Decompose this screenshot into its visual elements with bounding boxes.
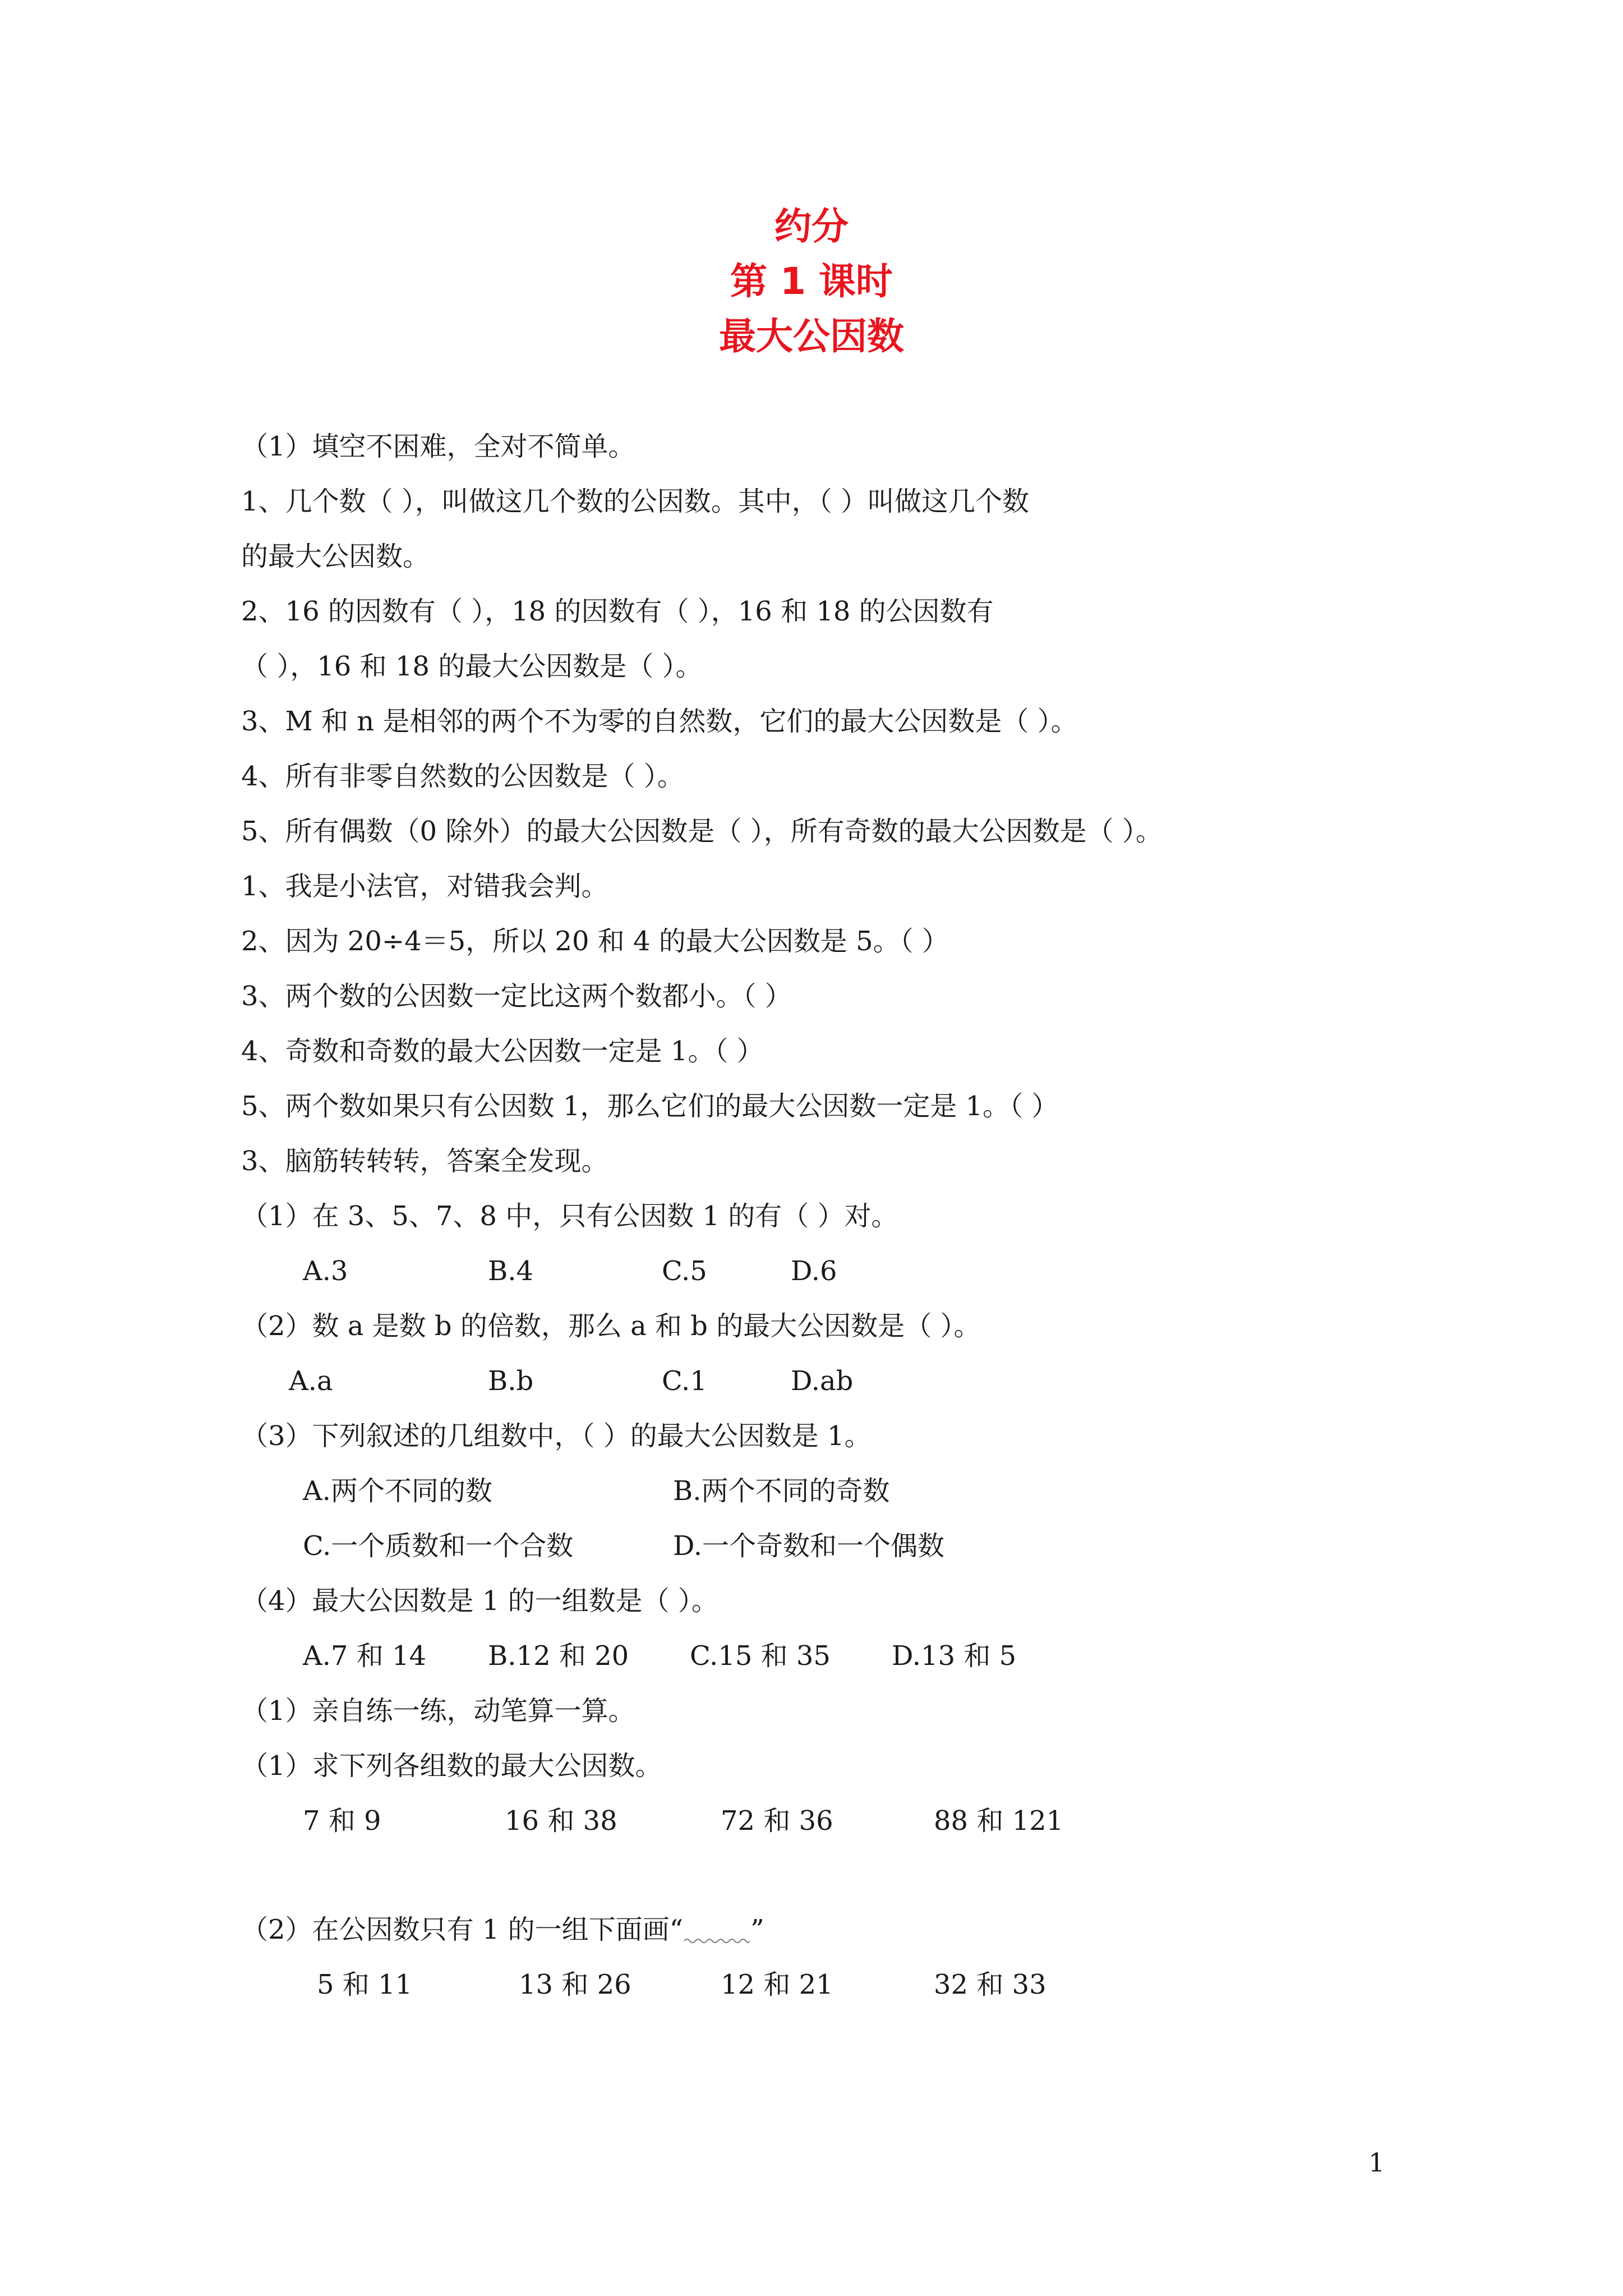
calc-q2-pair-3: 12 和 21 [721,1969,833,2000]
judge-q2: 3、两个数的公因数一定比这两个数都小。（ ） [241,981,792,1012]
section3-heading: 3、脑筋转转转，答案全发现。 [241,1145,608,1177]
wavy-underline-sample [683,1916,750,1943]
choice-q4-option-b: B.12 和 20 [488,1640,629,1672]
wavy-underline-icon [684,1938,749,1944]
choice-q3-option-a: A.两个不同的数 [303,1475,492,1507]
calc-q2-pair-2: 13 和 26 [519,1969,631,2000]
choice-q3-stem: （3）下列叙述的几组数中，（ ）的最大公因数是 1。 [241,1420,872,1452]
choice-q2-option-b: B.b [488,1365,534,1397]
choice-q1-option-a: A.3 [303,1255,348,1287]
fill-q1-line1: 1、几个数（ ），叫做这几个数的公因数。其中，（ ）叫做这几个数 [241,486,1030,517]
choice-q2-option-d: D.ab [791,1365,854,1397]
calc-q2-stem-before: （2）在公因数只有 1 的一组下面画“ [241,1914,684,1945]
choice-q3-option-c: C.一个质数和一个合数 [303,1530,574,1562]
choice-q4-stem: （4）最大公因数是 1 的一组数是（ ）。 [241,1585,718,1617]
choice-q4-option-a: A.7 和 14 [303,1640,427,1672]
calc-q1-stem: （1）求下列各组数的最大公因数。 [241,1750,662,1782]
choice-q2-stem: （2）数 a 是数 b 的倍数，那么 a 和 b 的最大公因数是（ ）。 [241,1310,981,1342]
judge-q4: 5、两个数如果只有公因数 1，那么它们的最大公因数一定是 1。（ ） [241,1091,1059,1122]
choice-q1-option-c: C.5 [662,1255,707,1287]
choice-q1-option-d: D.6 [791,1255,837,1287]
calc-q2-pair-4: 32 和 33 [934,1969,1046,2000]
calc-q2-stem-after: ” [750,1914,764,1945]
fill-q3: 3、M 和 n 是相邻的两个不为零的自然数，它们的最大公因数是（ ）。 [241,706,1078,737]
fill-q1-line2: 的最大公因数。 [241,541,430,572]
choice-q4-option-c: C.15 和 35 [690,1640,831,1672]
judge-q1: 2、因为 20÷4＝5，所以 20 和 4 的最大公因数是 5。（ ） [241,926,949,957]
calc-q1-pair-2: 16 和 38 [505,1805,617,1837]
fill-q2-line1: 2、16 的因数有（ ），18 的因数有（ ），16 和 18 的公因数有 [241,596,994,627]
fill-q5: 5、所有偶数（0 除外）的最大公因数是（ ），所有奇数的最大公因数是（ ）。 [241,816,1163,847]
section1-heading: （1）填空不困难，全对不简单。 [241,431,635,462]
fill-q4: 4、所有非零自然数的公因数是（ ）。 [241,761,684,792]
choice-q1-stem: （1）在 3、5、7、8 中，只有公因数 1 的有（ ）对。 [241,1200,898,1232]
calc-q1-pair-4: 88 和 121 [934,1805,1064,1837]
choice-q2-option-a: A.a [289,1365,333,1397]
title-main: 约分 [774,205,849,248]
calc-q2-stem [241,1916,764,1943]
judge-q3: 4、奇数和奇数的最大公因数一定是 1。（ ） [241,1036,764,1067]
choice-q4-option-d: D.13 和 5 [892,1640,1017,1672]
page-number: 1 [1368,2147,1385,2178]
choice-q1-option-b: B.4 [488,1255,534,1287]
title-lesson: 第 1 课时 [730,260,893,303]
fill-q2-line2: （ ），16 和 18 的最大公因数是（ ）。 [241,651,703,682]
choice-q2-option-c: C.1 [662,1365,707,1397]
section4-heading: （1）亲自练一练，动笔算一算。 [241,1695,635,1727]
title-topic: 最大公因数 [719,315,904,358]
calc-q1-pair-3: 72 和 36 [721,1805,833,1837]
section2-heading: 1、我是小法官，对错我会判。 [241,871,608,902]
calc-q2-pair-1: 5 和 11 [317,1969,413,2000]
calc-q1-pair-1: 7 和 9 [303,1805,381,1837]
choice-q3-option-b: B.两个不同的奇数 [673,1475,890,1507]
choice-q3-option-d: D.一个奇数和一个偶数 [673,1530,945,1562]
